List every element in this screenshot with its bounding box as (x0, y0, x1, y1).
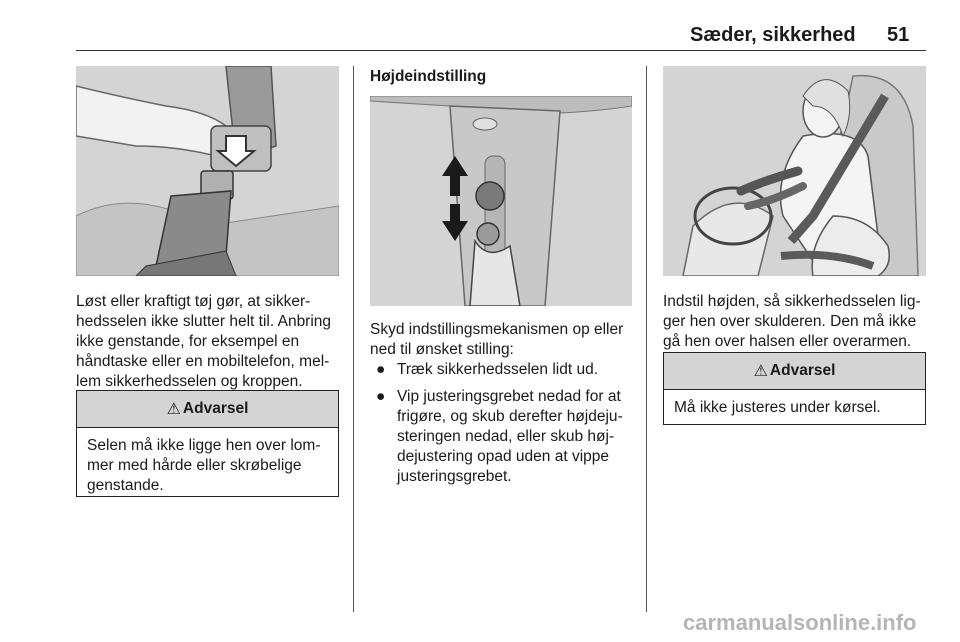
list-item-text: Vip justeringsgrebet nedad for at frigøre, og skub derefter højdejusteringen nedad, eller skub højdejustering opad uden at vippe justeringsgrebet. (397, 388, 623, 485)
warning-title: Advarsel (182, 400, 249, 417)
column-divider (353, 66, 354, 612)
column-divider (646, 66, 647, 612)
list-item (370, 360, 636, 380)
header-rule (76, 50, 926, 51)
illustration-belt-buckle (76, 66, 339, 276)
watermark: carmanualsonline.info (683, 610, 917, 635)
page-title: Sæder, sikkerhed (690, 24, 856, 46)
warning-header (77, 391, 338, 428)
warning-box (663, 352, 926, 425)
bullet-dot: ● (376, 361, 386, 378)
warning-text: Selen må ikke ligge hen over lommer med hårde eller skrøbelige genstande. (87, 437, 321, 494)
belt-fit-paragraph: Løst eller kraftigt tøj gør, at sikkerhedsselen ikke slutter helt til. Anbring ikke genstande, for eksempel en håndtaske eller en mobiltelefon, mellem sikkerhedsselen og kroppen. (76, 293, 332, 390)
warning-triangle-icon: ⚠ (166, 401, 181, 418)
bullet-list (370, 360, 636, 494)
list-item-text: Træk sikkerhedsselen lidt ud. (397, 361, 599, 378)
warning-header (664, 353, 925, 390)
warning-text: Må ikke justeres under kørsel. (674, 399, 881, 416)
bullet-dot: ● (376, 388, 386, 405)
warning-box (76, 390, 339, 497)
warning-title: Advarsel (769, 362, 836, 379)
belt-height-paragraph: Indstil højden, så sikkerhedsselen ligger hen over skulderen. Den må ikke gå hen over halsen eller overarmen. (663, 293, 921, 350)
page-number: 51 (887, 24, 910, 46)
warning-triangle-icon: ⚠ (753, 363, 768, 380)
section-heading: Højdeindstilling (370, 68, 487, 85)
adjust-paragraph: Skyd indstillingsmekanismen op eller ned til ønsket stilling: (370, 321, 624, 358)
list-item (370, 387, 636, 487)
illustration-height-adjuster (370, 96, 632, 306)
illustration-belt-position (663, 66, 926, 276)
